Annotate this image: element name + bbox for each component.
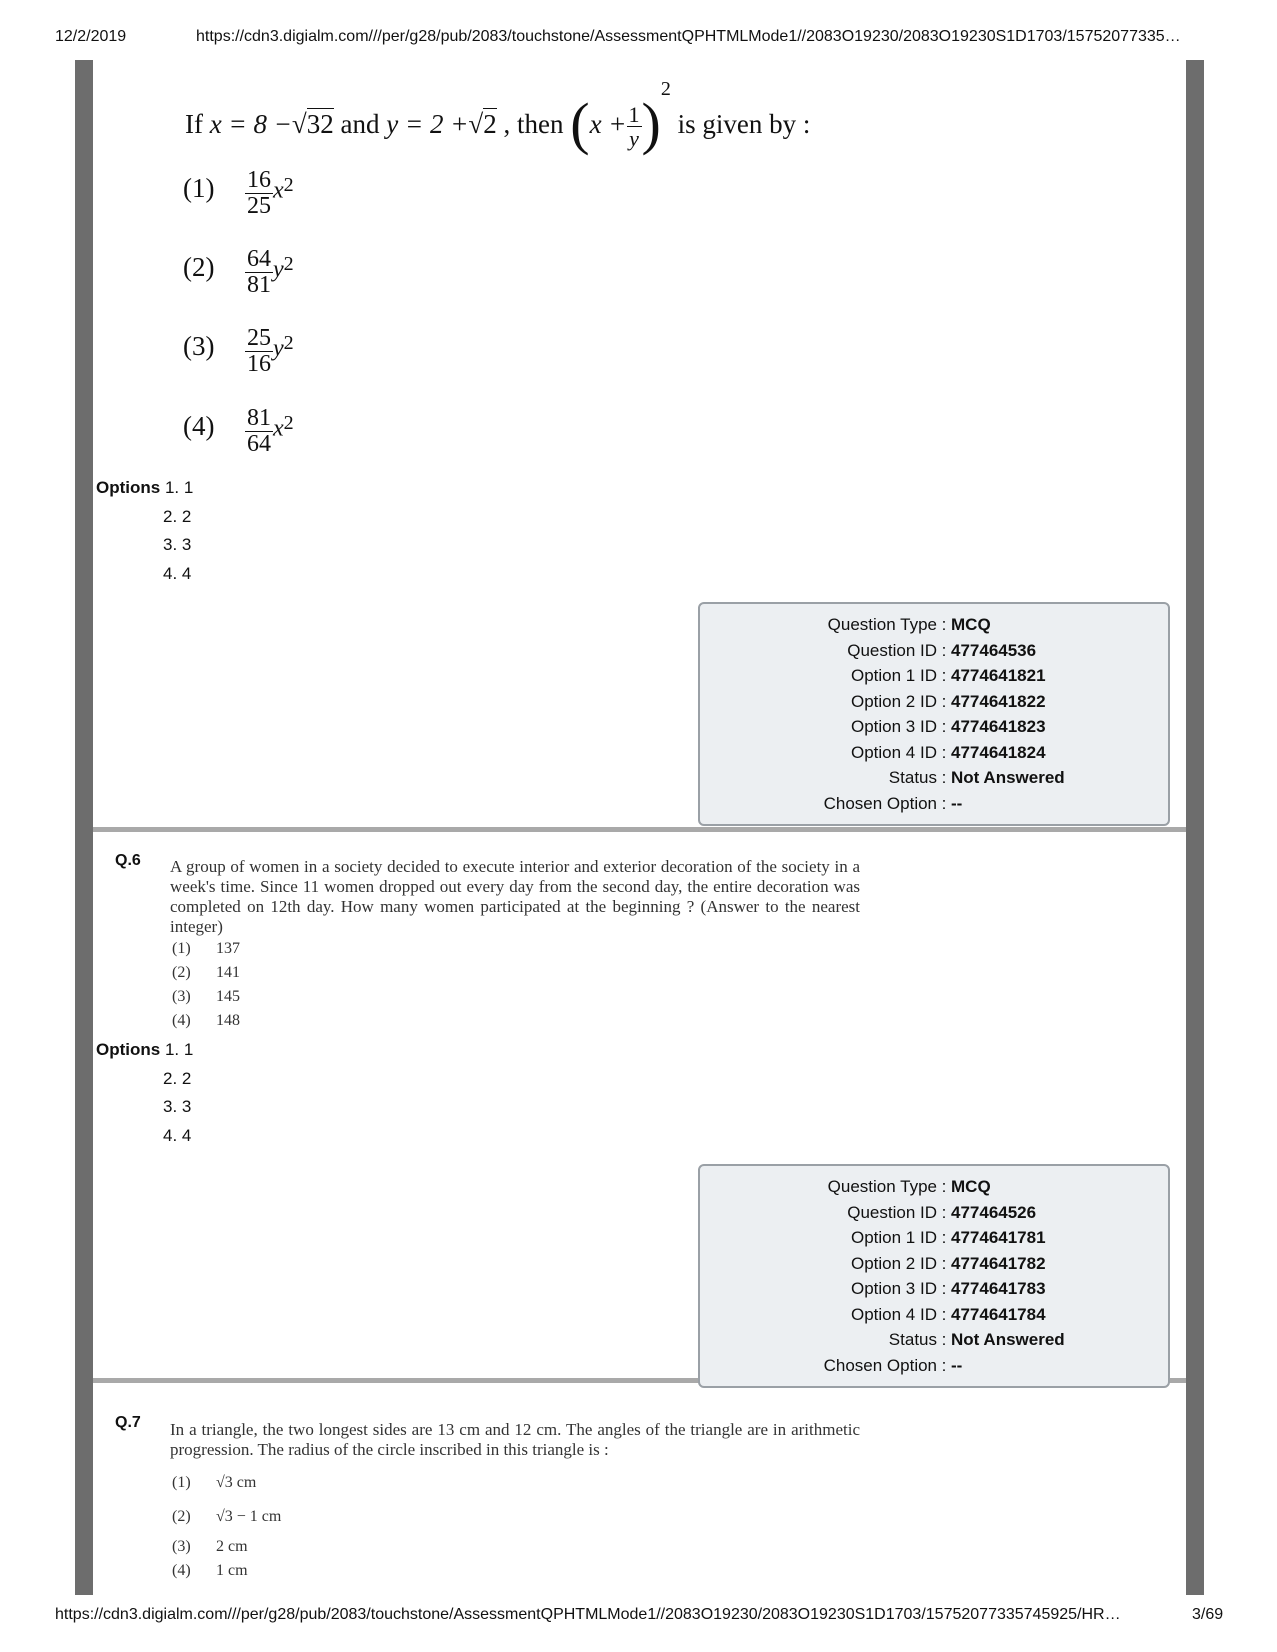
- q5-choice: (3) $\frac{25}{16}$ $y^2$: [183, 325, 294, 378]
- q5-choice: (2) $\frac{64}{81}$ $y^2$: [183, 246, 294, 299]
- q6-number: Q.6: [115, 852, 141, 869]
- page-number: 3/69: [1192, 1606, 1224, 1623]
- q6-choice: (2) 141: [172, 964, 240, 981]
- q6-choice: (1) 137: [172, 940, 240, 957]
- q6-meta-panel: Question Type : MCQ Question ID : 477464526 Option 1 ID : 4774641781 Option 2 ID : 4774641782 Option 3 ID : 4774641783 Option 4 ID : 4774641784 Status : Not Answered Chosen Option : --: [698, 1164, 1170, 1388]
- q5-options-list: Options 1. 1 2. 2 3. 3 4. 4: [96, 478, 194, 583]
- q7-number: Q.7: [115, 1414, 141, 1431]
- q7-choice: (3) 2 cm: [172, 1538, 248, 1555]
- q6-choice: (4) 148: [172, 1012, 240, 1029]
- q6-options-list: Options 1. 1 2. 2 3. 3 4. 4: [96, 1040, 194, 1145]
- q5-question-stem: If x = 8 −√32 and y = 2 +√2 , then (x + $\frac{1}{y})^2$ is given by :: [185, 78, 811, 156]
- left-frame-bar: [75, 60, 93, 1595]
- q5-choice: (4) $\frac{81}{64}$ $x^2$: [183, 405, 294, 458]
- q5-meta-panel: Question Type : MCQ Question ID : 477464536 Option 1 ID : 4774641821 Option 2 ID : 4774641822 Option 3 ID : 4774641823 Option 4 ID : 4774641824 Status : Not Answered Chosen Option : --: [698, 602, 1170, 826]
- q6-question-text: A group of women in a society decided to execute interior and exterior decoration of the society in a week's time. Since 11 women dropped out every day from the second day, the entire decoration was completed on 12th day. How many women participated at the beginning ? (Answer to the nearest integer): [170, 857, 860, 936]
- question-divider: [93, 827, 1186, 832]
- q7-question-text: In a triangle, the two longest sides are 13 cm and 12 cm. The angles of the triangle are in arithmetic progression. The radius of the circle inscribed in this triangle is :: [170, 1420, 860, 1459]
- q7-choice: (2) √3 − 1 cm: [172, 1508, 282, 1525]
- q7-choice: (1) √3 cm: [172, 1474, 257, 1491]
- footer-url: https://cdn3.digialm.com///per/g28/pub/2083/touchstone/AssessmentQPHTMLMode1//2083O19230/2083O19230S1D1703/15752077335745925/HR…: [55, 1606, 1121, 1623]
- print-date: 12/2/2019: [55, 28, 127, 45]
- print-url: https://cdn3.digialm.com///per/g28/pub/2083/touchstone/AssessmentQPHTMLMode1//2083O19230/2083O19230S1D1703/15752077335…: [196, 28, 1181, 45]
- q5-choice: (1) $\frac{16}{25}$ $x^2$: [183, 167, 294, 220]
- right-frame-bar: [1186, 60, 1204, 1595]
- q7-choice: (4) 1 cm: [172, 1562, 248, 1579]
- q6-choice: (3) 145: [172, 988, 240, 1005]
